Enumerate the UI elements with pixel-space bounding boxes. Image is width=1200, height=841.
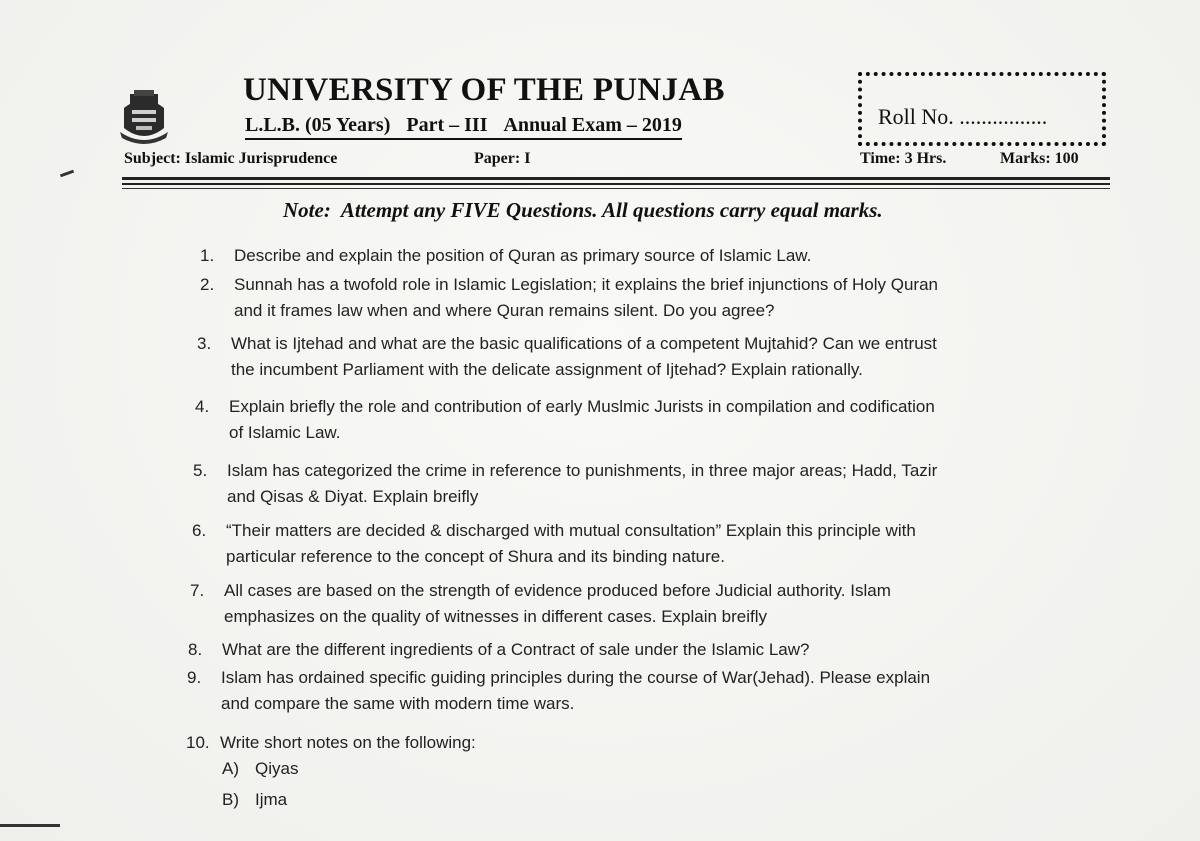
question-number: 1. — [200, 246, 215, 265]
question-text: Islam has ordained specific guiding principles during the course of War(Jehad). Please explain — [221, 668, 931, 687]
question-number: 6. — [192, 521, 207, 540]
note-text: Attempt any FIVE Questions. All questions carry equal marks. — [340, 198, 883, 222]
exam-label: Annual Exam – 2019 — [503, 114, 682, 136]
university-crest-icon — [118, 88, 170, 144]
question-text: and it frames law when and where Quran remains silent. Do you agree? — [234, 301, 775, 320]
subpart-item — [222, 759, 298, 779]
question-number: 7. — [190, 581, 205, 600]
question-number: 3. — [197, 334, 212, 353]
question-number: 5. — [193, 461, 208, 480]
university-title: UNIVERSITY OF THE PUNJAB — [243, 72, 725, 108]
question-text: Islam has categorized the crime in reference to punishments, in three major areas; Hadd, Tazir — [227, 461, 938, 480]
question-text: Describe and explain the position of Quran as primary source of Islamic Law. — [234, 246, 812, 265]
question-text: emphasizes on the quality of witnesses in different cases. Explain breifly — [224, 607, 768, 626]
subpart-label: A) — [222, 759, 239, 778]
subpart-text: Ijma — [255, 790, 288, 809]
question-number: 9. — [187, 668, 202, 687]
question-text: “Their matters are decided & discharged with mutual consultation” Explain this principle with — [226, 521, 916, 540]
question-text: and compare the same with modern time wars. — [221, 694, 575, 713]
note-lead: Note: — [283, 198, 331, 222]
subpart-text: Qiyas — [255, 759, 299, 778]
header-divider — [122, 188, 1110, 189]
question-text: the incumbent Parliament with the delicate assignment of Ijtehad? Explain rationally. — [231, 360, 863, 379]
roll-number-label: Roll No. ................ — [878, 104, 1048, 129]
program-label: L.L.B. (05 Years) — [245, 114, 391, 136]
question-text: Sunnah has a twofold role in Islamic Legislation; it explains the brief injunctions of Holy Quran — [234, 275, 938, 294]
question-number: 8. — [188, 640, 203, 659]
question-text: All cases are based on the strength of evidence produced before Judicial authority. Islam — [224, 581, 891, 600]
question-text: of Islamic Law. — [229, 423, 341, 442]
exam-subtitle — [245, 114, 682, 140]
subject-label: Subject: Islamic Jurisprudence — [124, 150, 338, 167]
margin-mark — [0, 824, 60, 827]
question-text: and Qisas & Diyat. Explain breifly — [227, 487, 479, 506]
question-text: What is Ijtehad and what are the basic qualifications of a competent Mujtahid? Can we entrust — [231, 334, 937, 353]
time-label: Time: 3 Hrs. — [860, 150, 947, 167]
header-divider — [122, 183, 1110, 185]
question-text: Write short notes on the following: — [220, 733, 476, 752]
part-label: Part – III — [406, 114, 488, 136]
subpart-label: B) — [222, 790, 239, 809]
question-text: Explain briefly the role and contribution of early Muslmic Jurists in compilation and codification — [229, 397, 935, 416]
question-text: What are the different ingredients of a Contract of sale under the Islamic Law? — [222, 640, 810, 659]
header-divider — [122, 177, 1110, 180]
paper-label: Paper: I — [474, 150, 531, 167]
margin-mark — [60, 170, 74, 178]
roll-number-box — [858, 72, 1106, 146]
question-number: 10. — [186, 733, 210, 752]
instructions-note — [283, 198, 883, 223]
question-number: 4. — [195, 397, 210, 416]
question-text: particular reference to the concept of Shura and its binding nature. — [226, 547, 725, 566]
question-number: 2. — [200, 275, 215, 294]
subpart-item — [222, 790, 287, 810]
marks-label: Marks: 100 — [1000, 150, 1079, 167]
